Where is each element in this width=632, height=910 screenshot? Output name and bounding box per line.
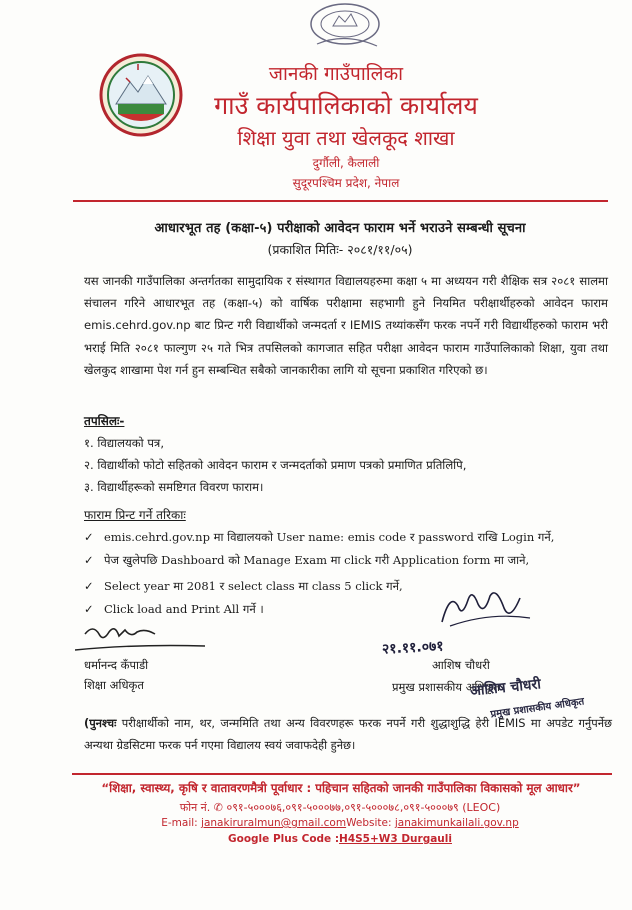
office-name: गाउँ कार्यपालिकाको कार्यालय [214,91,478,120]
left-signatory-name: धर्मानन्द कँपाडी [84,658,149,672]
right-signatory-title: प्रमुख प्रशासकीय अधिकृत [392,680,500,694]
details-list [84,432,614,498]
email-label: E-mail: [161,817,198,829]
checkmark-icon: ✓ [84,602,94,616]
footer-slogan: “शिक्षा, स्वास्थ्य, कृषि र वातावरणमैत्री पूर्वाधार : पहिचान सहितको जानकी गाउँपालिका विकासको मूल आधार” [101,781,581,795]
footer-plus-code [40,833,632,845]
notice-body: यस जानकी गाउँपालिका अन्तर्गतका सामुदायिक र संस्थागत विद्यालयहरुमा कक्षा ५ मा अध्ययन गरी शैक्षिक सत्र २०८१ सालमा संचालन गरिने आधारभूत तह (कक्षा-५) को वार्षिक परीक्षामा सहभागी हुने नियमित परीक्षार्थीहरुको आवेदन फाराम emis.cehrd.gov.np बाट प्रिन्ट गरी विद्यार्थीको जन्मदर्ता र IEMIS तथ्यांकसँग फरक नपर्ने गरी विद्यार्थीहरुको फाराम भरी भराई मिति २०८१ फाल्गुण २५ गते भित्र तपसिलको कागजात सहित परीक्षा आवेदन फाराम गाउँपालिकाको शिक्षा, युवा तथा खेलकुद शाखामा पेश गर्न हुन सम्बन्धित सबैको जानकारीका लागि यो सूचना प्रकाशित गरिएको छ। [84,274,608,377]
left-signatory-title: शिक्षा अधिकृत [84,678,144,692]
checkmark-icon: ✓ [84,579,94,593]
website-link[interactable]: janakimunkailali.gov.np [394,817,519,829]
stamp-name: आशिष चौधरी [469,676,542,700]
notice-title: आधारभूत तह (कक्षा-५) परीक्षाको आवेदन फाराम भर्ने भराउने सम्बन्धी सूचना [154,221,526,236]
checkmark-icon: ✓ [84,530,94,544]
checkmark-icon: ✓ [84,553,94,567]
details-heading: तपसिलः- [84,414,125,428]
postscript-text: परीक्षार्थीको नाम, थर, जन्ममिति तथा अन्य विवरणहरू फरक नपर्ने गरी शुद्धाशुद्धि हेरी IEMIS मा अपडेट गर्नुपर्नेछ अन्यथा ग्रेडसिटमा फरक पर्न गएमा विद्यालय स्वयं जवाफदेही हुनेछ। [84,716,613,752]
list-item: २. विद्यार्थीको फोटो सहितको आवेदन फाराम र जन्मदर्ताको प्रमाण पत्रको प्रमाणित प्रतिलिपि, [84,458,467,472]
list-item: ✓ emis.cehrd.gov.np मा विद्यालयको User name: emis code र password राखि Login गर्ने, [84,530,555,544]
plus-code-link[interactable]: H4S5+W3 Durgauli [339,833,452,845]
footer-phone: फोन नं. ✆ ०९१-५०००७६,०९१-५०००७७,०९१-५०००७८,०९१-५०००७९ (LEOC) [179,801,501,814]
print-steps-heading: फाराम प्रिन्ट गर्ने तरिकाः [84,508,186,522]
municipality-name: जानकी गाउँपालिका [268,63,404,85]
branch-name: शिक्षा युवा तथा खेलकूद शाखा [237,126,455,150]
plus-code-label: Google Plus Code : [228,833,340,845]
address-line: दुर्गौली, कैलाली [312,156,380,170]
footer-contact [40,817,632,829]
right-signatory-name: आशिष चौधरी [432,658,490,672]
list-item: ✓ Select year मा 2081 र select class मा class 5 click गर्ने, [84,579,403,593]
website-label: Website: [346,817,392,829]
footer-divider [72,773,612,775]
header-divider [73,200,608,202]
postscript-note [84,712,612,756]
stamp-title: प्रमुख प्रशासकीय अधिकृत [489,696,585,721]
list-item: ३. विद्यार्थीहरूको समष्टिगत विवरण फाराम। [84,480,264,494]
signature-date: २१.११.०७१ [381,638,445,658]
office-seal-icon [305,2,385,52]
province-line: सुदूरपश्चिम प्रदेश, नेपाल [292,176,400,190]
postscript-label: (पुनश्चः [84,716,117,730]
email-link[interactable]: janakiruralmun@gmail.com [201,817,347,829]
list-item: १. विद्यालयको पत्र, [84,436,165,450]
list-item: ✓ पेज खुलेपछि Dashboard को Manage Exam मा click गरी Application form मा जाने, [84,553,530,567]
published-date: (प्रकाशित मितिः- २०८१/११/०५) [267,242,413,257]
list-item: ✓ Click load and Print All गर्ने । [84,602,264,616]
